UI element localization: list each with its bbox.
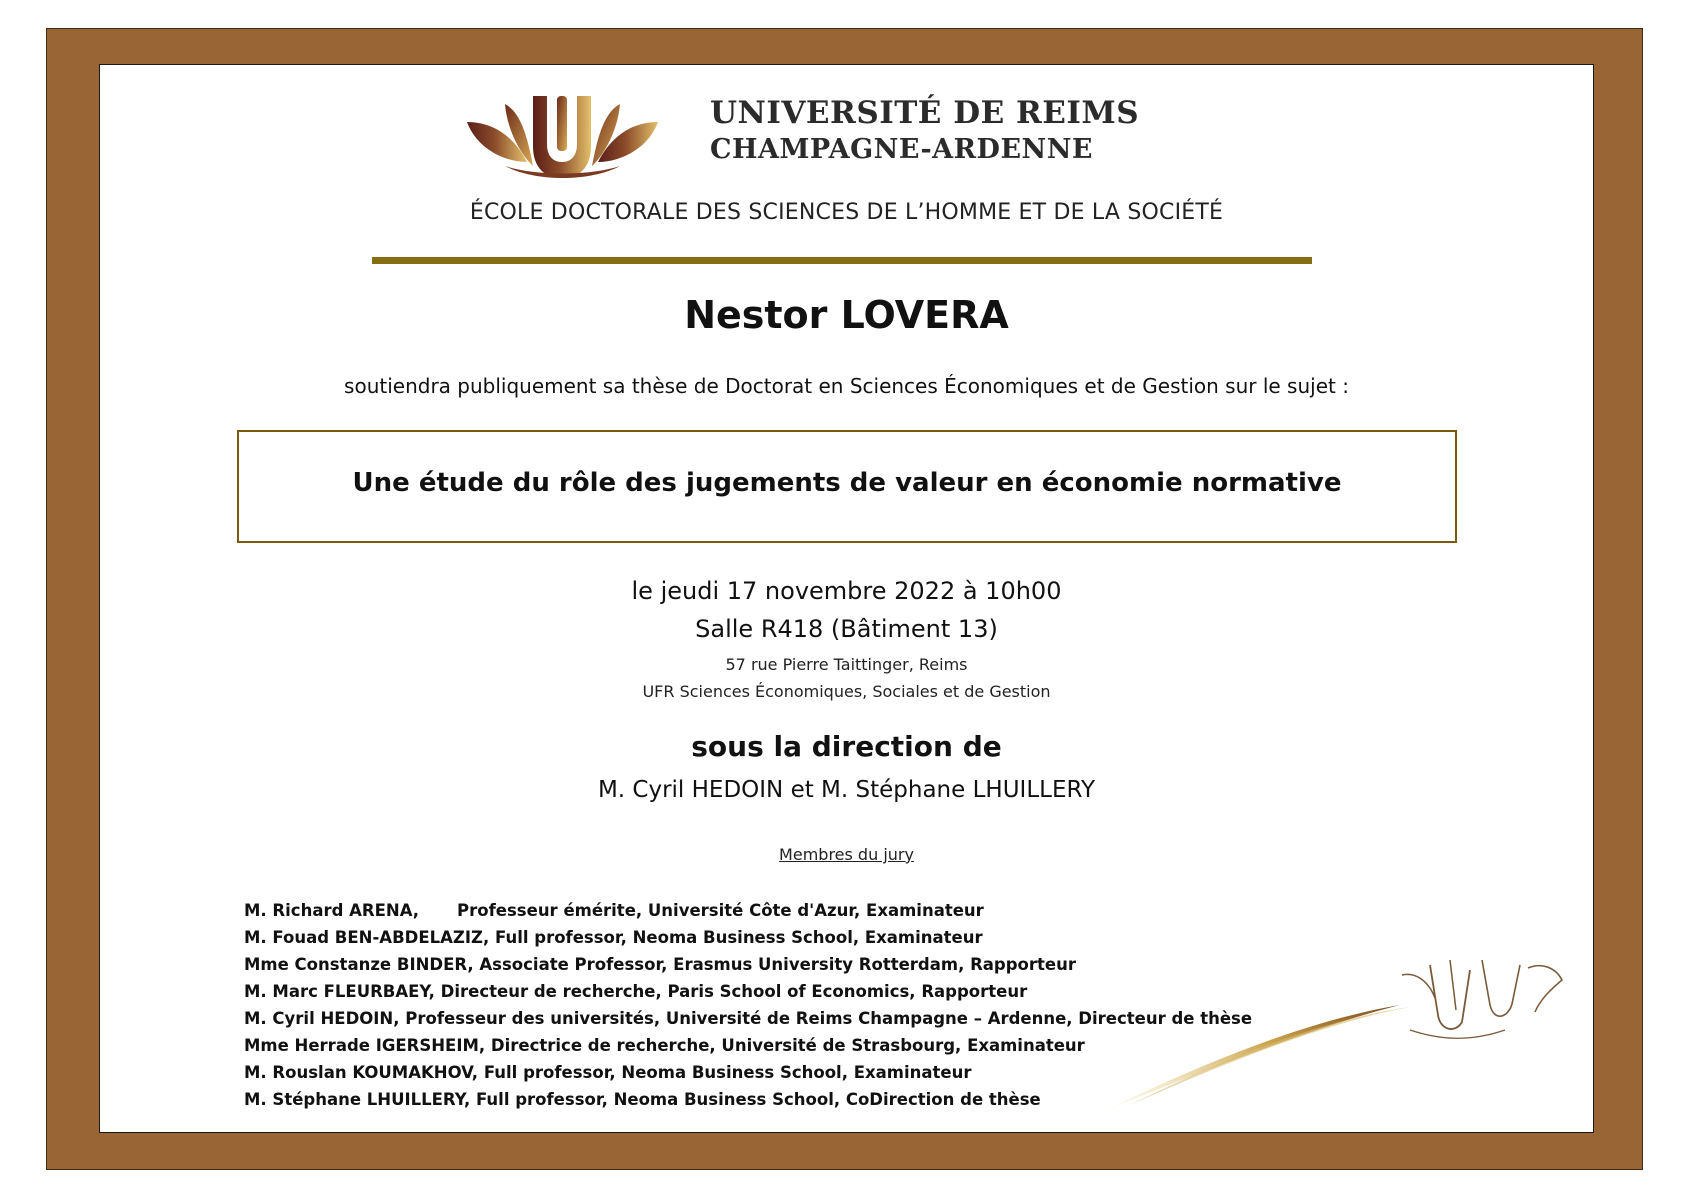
jury-row (244, 1032, 1252, 1059)
jury-member-name: Mme Herrade IGERSHEIM, (244, 1036, 486, 1055)
jury-heading (100, 845, 1593, 864)
defense-ufr: UFR Sciences Économiques, Sociales et de Gestion (642, 682, 1051, 701)
university-name-line1: UNIVERSITÉ DE REIMS (710, 95, 1140, 131)
jury-member-name: M. Richard ARENA, (244, 901, 420, 920)
subject-intro: soutiendra publiquement sa thèse de Doctorat en Sciences Économiques et de Gestion sur le sujet : (344, 374, 1349, 398)
jury-row (244, 924, 1252, 951)
university-name-line2: CHAMPAGNE-ARDENNE (710, 134, 1093, 165)
jury-member-role: Directeur de recherche, Paris School of Economics, Rapporteur (440, 982, 1028, 1001)
jury-member-name: Mme Constanze BINDER, (244, 955, 474, 974)
jury-row (244, 1005, 1252, 1032)
defense-date: le jeudi 17 novembre 2022 à 10h00 (631, 577, 1062, 605)
urca-crest-icon (465, 94, 660, 184)
jury-member-role: Professeur émérite, Université Côte d'Azur, Examinateur (457, 901, 984, 920)
jury-row (244, 951, 1252, 978)
thesis-title: Une étude du rôle des jugements de valeur en économie normative (352, 468, 1342, 498)
direction-heading: sous la direction de (691, 730, 1002, 763)
jury-member-role: Full professor, Neoma Business School, CoDirection de thèse (475, 1090, 1041, 1109)
jury-member-name: M. Marc FLEURBAEY, (244, 982, 435, 1001)
defense-address: 57 rue Pierre Taittinger, Reims (725, 655, 968, 674)
jury-list (244, 897, 1252, 1113)
jury-member-name: M. Stéphane LHUILLERY, (244, 1090, 471, 1109)
jury-row (244, 897, 1252, 924)
doctoral-school-name: ÉCOLE DOCTORALE DES SCIENCES DE L’HOMME ET DE LA SOCIÉTÉ (469, 200, 1224, 225)
gold-divider (372, 257, 1312, 264)
jury-row (244, 978, 1252, 1005)
jury-member-name: M. Cyril HEDOIN, (244, 1009, 400, 1028)
jury-member-role: Full professor, Neoma Business School, Examinateur (495, 928, 983, 947)
defense-room: Salle R418 (Bâtiment 13) (695, 615, 998, 643)
thesis-directors: M. Cyril HEDOIN et M. Stéphane LHUILLERY (597, 777, 1096, 803)
jury-row (244, 1059, 1252, 1086)
jury-heading-text: Membres du jury (779, 845, 914, 864)
jury-member-role: Associate Professor, Erasmus University Rotterdam, Rapporteur (479, 955, 1076, 974)
thesis-title-box (237, 430, 1457, 543)
candidate-name: Nestor LOVERA (684, 293, 1009, 337)
jury-member-name: M. Fouad BEN-ABDELAZIZ, (244, 928, 490, 947)
poster-sheet (99, 64, 1594, 1133)
jury-member-name: M. Rouslan KOUMAKHOV, (244, 1063, 479, 1082)
jury-member-role: Full professor, Neoma Business School, Examinateur (483, 1063, 972, 1082)
jury-member-role: Professeur des universités, Université de Reims Champagne – Ardenne, Directeur de thèse (405, 1009, 1253, 1028)
jury-member-role: Directrice de recherche, Université de Strasbourg, Examinateur (490, 1036, 1085, 1055)
jury-row (244, 1086, 1252, 1113)
